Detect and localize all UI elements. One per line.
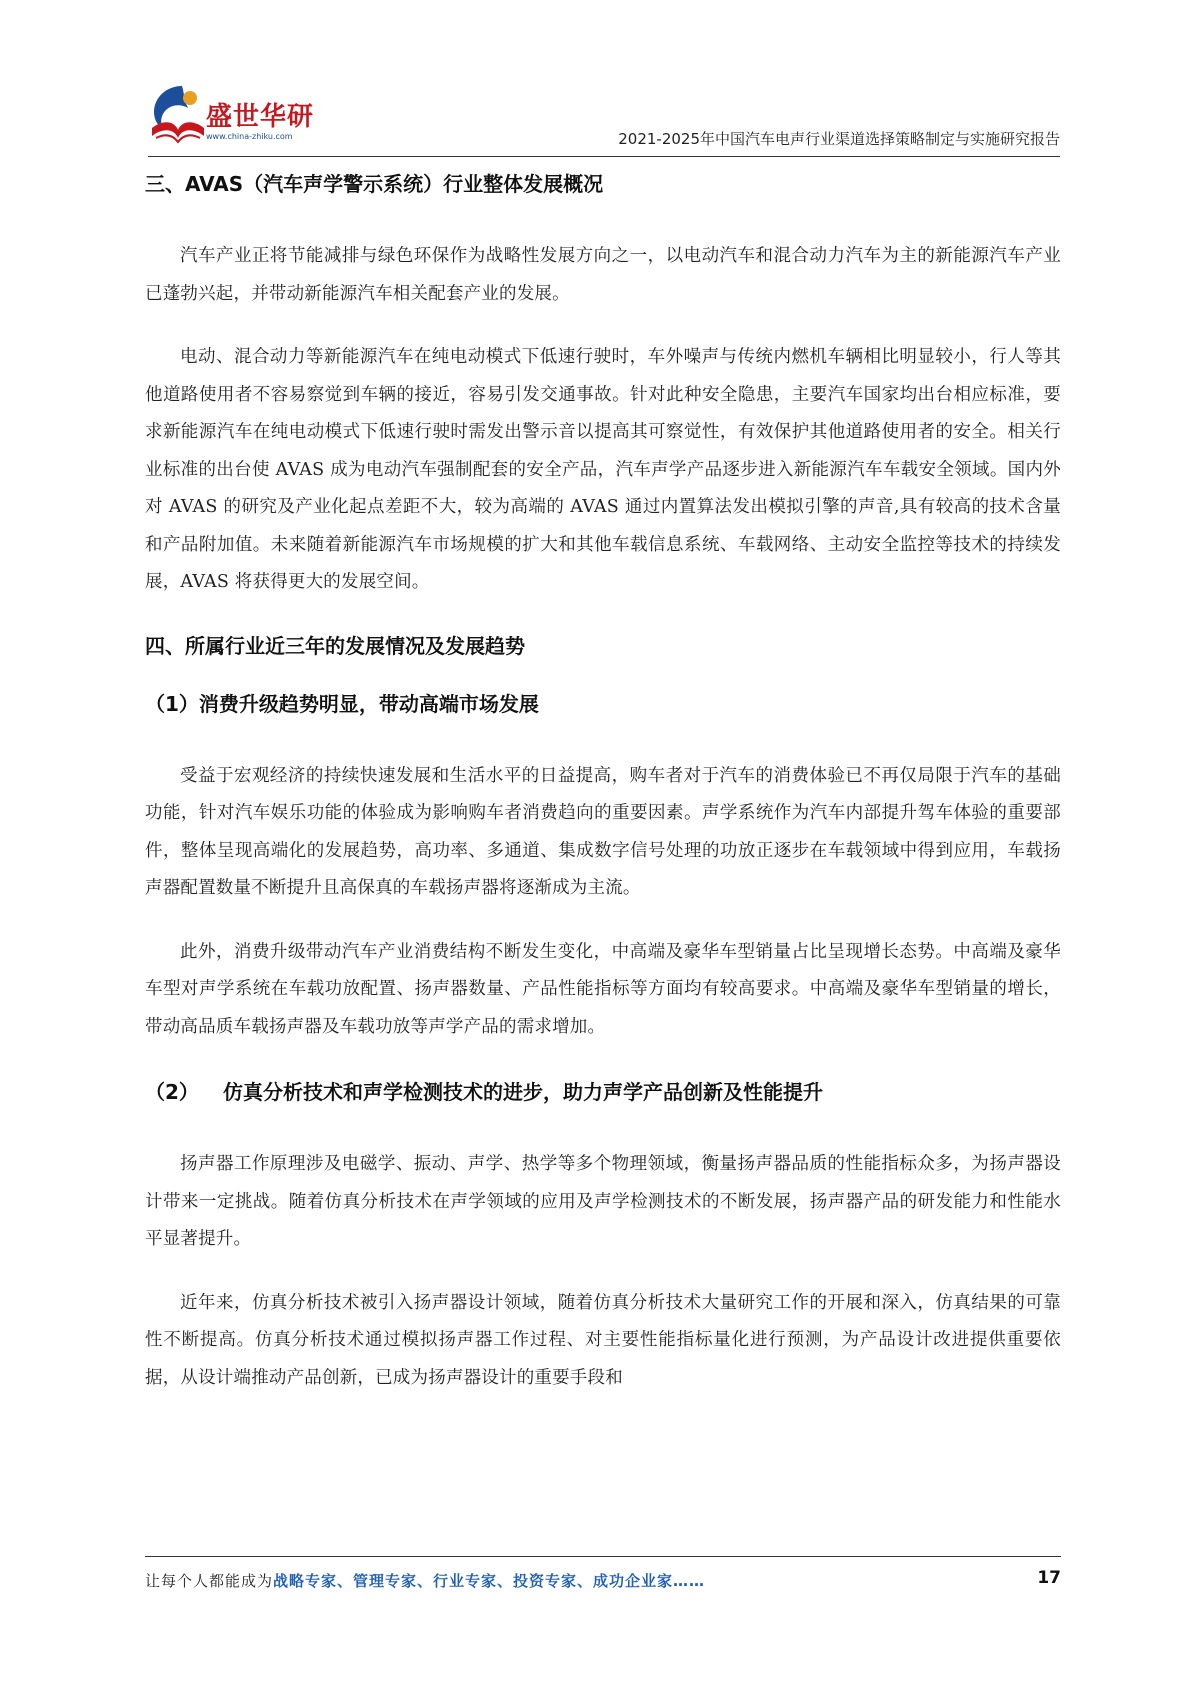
report-title: 2021-2025年中国汽车电声行业渠道选择策略制定与实施研究报告 xyxy=(618,130,1060,148)
page-number: 17 xyxy=(1037,1568,1061,1588)
section-4-heading: 四、所属行业近三年的发展情况及发展趋势 xyxy=(145,633,525,658)
company-logo xyxy=(148,80,348,158)
page-header xyxy=(148,80,1060,158)
subsection-1-paragraph-1: 受益于宏观经济的持续快速发展和生活水平的日益提高，购车者对于汽车的消费体验已不再仅局限于汽车的基础功能，针对汽车娱乐功能的体验成为影响购车者消费趋向的重要因素。声学系统作为汽车内部提升驾车体验的重要部件，整体呈现高端化的发展趋势，高功率、多通道、集成数字信号处理的功放正逐步在车载领域中得到应用，车载扬声器配置数量不断提升且高保真的车载扬声器将逐渐成为主流。 xyxy=(145,765,1061,898)
logo-name: 盛世华研 xyxy=(206,102,315,132)
section-3-heading: 三、AVAS（汽车声学警示系统）行业整体发展概况 xyxy=(145,172,604,196)
subsection-2-paragraph-1: 扬声器工作原理涉及电磁学、振动、声学、热学等多个物理领域，衡量扬声器品质的性能指标众多，为扬声器设计带来一定挑战。随着仿真分析技术在声学领域的应用及声学检测技术的不断发展，扬声器产品的研发能力和性能水平显著提升。 xyxy=(145,1154,1061,1249)
subsection-2-paragraph-2: 近年来，仿真分析技术被引入扬声器设计领域，随着仿真分析技术大量研究工作的开展和深入，仿真结果的可靠性不断提高。仿真分析技术通过模拟扬声器工作过程、对主要性能指标量化进行预测，为产品设计改进提供重要依据，从设计端推动产品创新，已成为扬声器设计的重要手段和 xyxy=(145,1292,1061,1388)
subsection-2-number: （2） xyxy=(145,1080,199,1104)
subsection-1-heading: （1）消费升级趋势明显，带动高端市场发展 xyxy=(145,691,539,716)
logo-url: www.china-zhiku.com xyxy=(206,132,293,141)
footer-highlight: 战略专家、管理专家、行业专家、投资专家、成功企业家…… xyxy=(273,1572,706,1590)
footer-slogan xyxy=(145,1570,705,1591)
page-content xyxy=(145,158,1061,1397)
subsection-2-heading xyxy=(145,1076,1061,1106)
subsection-1-paragraph-2: 此外，消费升级带动汽车产业消费结构不断发生变化，中高端及豪华车型销量占比呈现增长态势。中高端及豪华车型对声学系统在车载功放配置、扬声器数量、产品性能指标等方面均有较高要求。中高端及豪华车型销量的增长，带动高品质车载扬声器及车载功放等声学产品的需求增加。 xyxy=(145,941,1061,1037)
footer-divider xyxy=(145,1556,1061,1557)
section-3-paragraph-1: 汽车产业正将节能减排与绿色环保作为战略性发展方向之一，以电动汽车和混合动力汽车为主的新能源汽车产业已蓬勃兴起，并带动新能源汽车相关配套产业的发展。 xyxy=(145,246,1061,304)
footer-prefix: 让每个人都能成为 xyxy=(145,1572,274,1590)
header-divider xyxy=(148,156,1060,157)
logo-mark-icon xyxy=(148,80,208,146)
subsection-2-title: 仿真分析技术和声学检测技术的进步，助力声学产品创新及性能提升 xyxy=(223,1080,823,1104)
section-3-paragraph-2: 电动、混合动力等新能源汽车在纯电动模式下低速行驶时，车外噪声与传统内燃机车辆相比明显较小，行人等其他道路使用者不容易察觉到车辆的接近，容易引发交通事故。针对此种安全隐患，主要汽车国家均出台相应标准，要求新能源汽车在纯电动模式下低速行驶时需发出警示音以提高其可察觉性，有效保护其他道路使用者的安全。相关行业标准的出台使 AVAS 成为电动汽车强制配套的安全产品，汽车声学产品逐步进入新能源汽车车载安全领域。国内外对 AVAS 的研究及产业化起点差距不大，较为高端的 AVAS 通过内置算法发出模拟引擎的声音,具有较高的技术含量和产品附加值。未来随着新能源汽车市场规模的扩大和其他车载信息系统、车载网络、主动安全监控等技术的持续发展，AVAS 将获得更大的发展空间。 xyxy=(145,347,1061,592)
